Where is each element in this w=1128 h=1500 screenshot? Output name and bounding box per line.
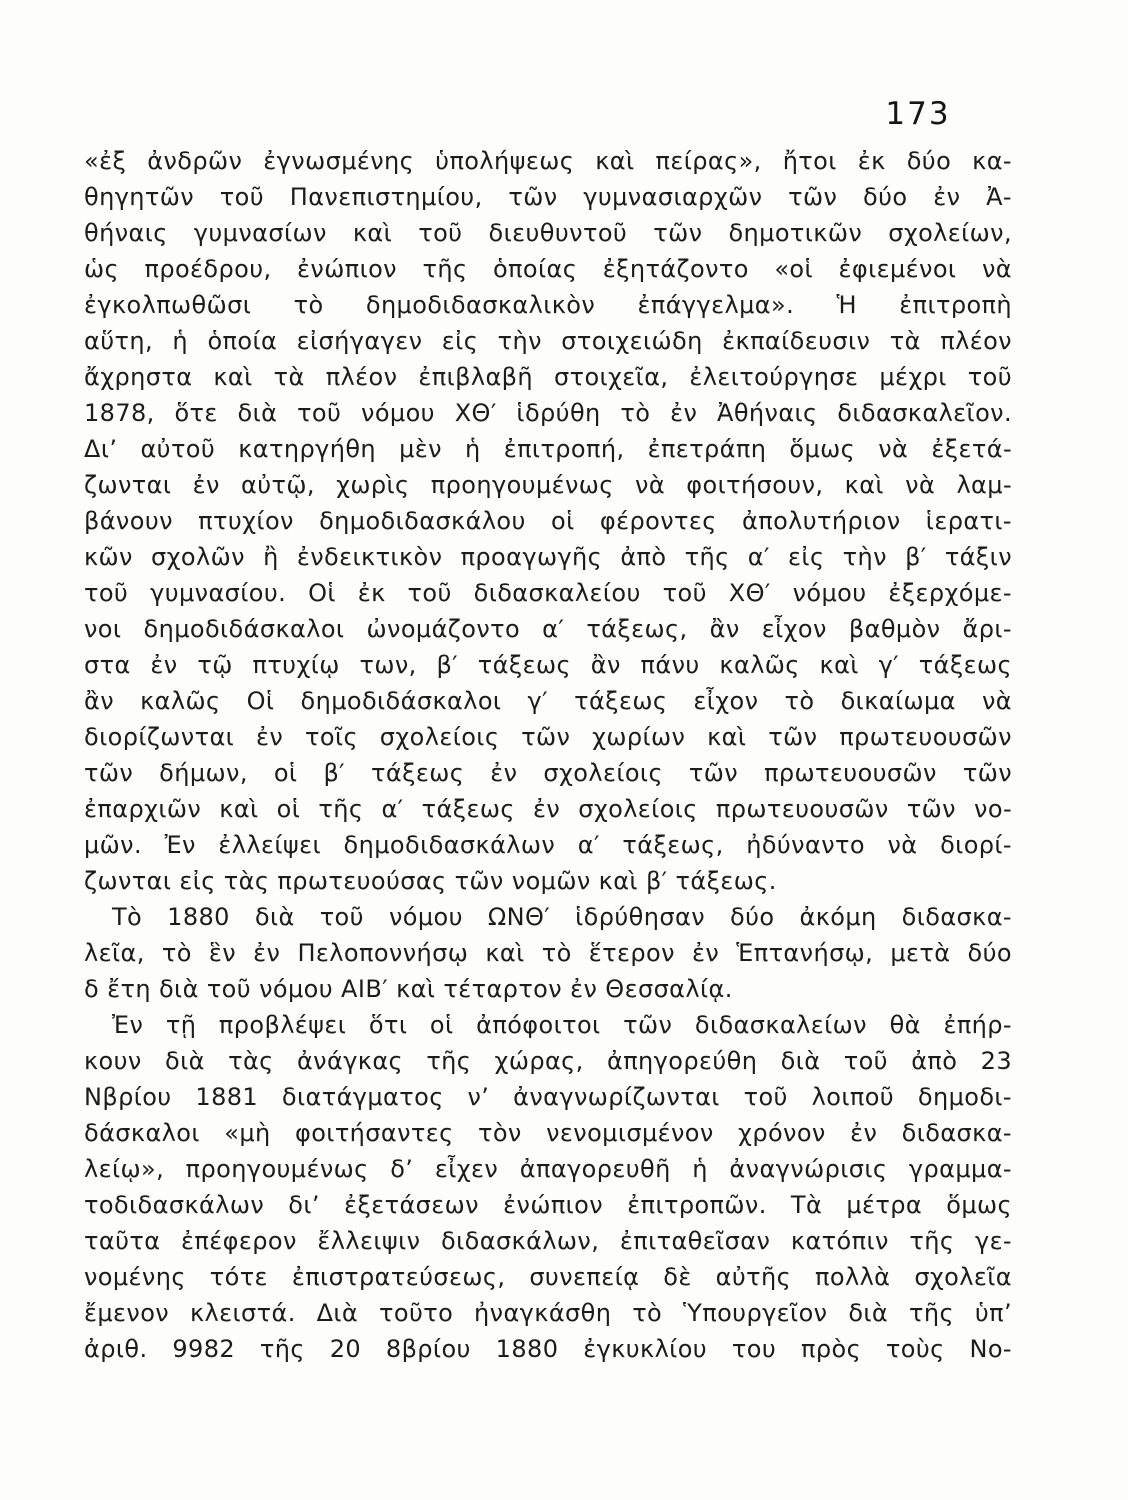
text-line: ἀριθ. 9982 τῆς 20 8βρίου 1880 ἐγκυκλίου του πρὸς τοὺς Νο- (84, 1335, 1012, 1363)
text-line: λεῖα, τὸ ἓν ἐν Πελοποννήσῳ καὶ τὸ ἕτερον ἐν Ἑπτανήσῳ, μετὰ δύο (84, 939, 1012, 967)
text-line: θήναις γυμνασίων καὶ τοῦ διευθυντοῦ τῶν δημοτικῶν σχολείων, (84, 219, 1012, 247)
text-line: στα ἐν τῷ πτυχίῳ των, β′ τάξεως ἂν πάνυ καλῶς καὶ γ′ τάξεως (84, 651, 1012, 679)
paragraph (84, 899, 1012, 1007)
text-line: τῶν δήμων, οἱ β′ τάξεως ἐν σχολείοις τῶν πρωτευουσῶν τῶν (84, 759, 1012, 787)
text-line: ὡς προέδρου, ἐνώπιον τῆς ὁποίας ἐξητάζοντο «οἱ ἐφιεμένοι νὰ (84, 255, 1012, 283)
text-line: νοι δημοδιδάσκαλοι ὠνομάζοντο α′ τάξεως, ἂν εἶχον βαθμὸν ἄρι- (84, 615, 1012, 643)
text-line: μῶν. Ἐν ἐλλείψει δημοδιδασκάλων α′ τάξεως, ἠδύναντο νὰ διορί- (84, 831, 1012, 859)
text-line: δάσκαλοι «μὴ φοιτήσαντες τὸν νενομισμένον χρόνον ἐν διδασκα- (84, 1119, 1012, 1147)
text-line: Ἐν τῇ προβλέψει ὅτι οἱ ἀπόφοιτοι τῶν διδασκαλείων θὰ ἐπήρ- (112, 1011, 1012, 1039)
text-line: 1878, ὅτε διὰ τοῦ νόμου ΧΘ′ ἱδρύθη τὸ ἐν Ἀθήναις διδασκαλεῖον. (84, 399, 1012, 427)
text-line: Τὸ 1880 διὰ τοῦ νόμου ΩΝΘ′ ἱδρύθησαν δύο ἀκόμη διδασκα- (112, 903, 1012, 931)
text-line: κουν διὰ τὰς ἀνάγκας τῆς χώρας, ἀπηγορεύθη διὰ τοῦ ἀπὸ 23 (84, 1047, 1012, 1075)
text-line: διορίζωνται ἐν τοῖς σχολείοις τῶν χωρίων καὶ τῶν πρωτευουσῶν (84, 723, 1012, 751)
text-line: ἐπαρχιῶν καὶ οἱ τῆς α′ τάξεως ἐν σχολείοις πρωτευουσῶν τῶν νο- (84, 795, 1012, 823)
text-line: ζωνται ἐν αὐτῷ, χωρὶς προηγουμένως νὰ φοιτήσουν, καὶ νὰ λαμ- (84, 471, 1012, 499)
text-line: θηγητῶν τοῦ Πανεπιστημίου, τῶν γυμνασιαρχῶν τῶν δύο ἐν Ἀ- (84, 183, 1012, 211)
text-line: Νβρίου 1881 διατάγματος ν’ ἀναγνωρίζωνται τοῦ λοιποῦ δημοδι- (84, 1083, 1012, 1111)
text-line: ἂν καλῶς Οἱ δημοδιδάσκαλοι γ′ τάξεως εἶχον τὸ δικαίωμα νὰ (84, 687, 1012, 715)
text-line: ἄχρηστα καὶ τὰ πλέον ἐπιβλαβῆ στοιχεῖα, ἐλειτούργησε μέχρι τοῦ (84, 363, 1012, 391)
page-number: 173 (885, 96, 951, 132)
text-line: ταῦτα ἐπέφερον ἔλλειψιν διδασκάλων, ἐπιταθεῖσαν κατόπιν τῆς γε- (84, 1227, 1012, 1255)
paragraph (84, 1007, 1012, 1367)
text-line: δ ἔτη διὰ τοῦ νόμου ΑΙΒ′ καὶ τέταρτον ἐν Θεσσαλίᾳ. (84, 975, 733, 1003)
text-line: «ἐξ ἀνδρῶν ἐγνωσμένης ὑπολήψεως καὶ πείρας», ἤτοι ἐκ δύο κα- (84, 147, 1012, 175)
text-line: βάνουν πτυχίον δημοδιδασκάλου οἱ φέροντες ἀπολυτήριον ἱερατι- (84, 507, 1012, 535)
text-line: ζωνται εἰς τὰς πρωτευούσας τῶν νομῶν καὶ β′ τάξεως. (84, 867, 777, 895)
paragraph (84, 143, 1012, 899)
text-line: Δι’ αὐτοῦ κατηργήθη μὲν ἡ ἐπιτροπή, ἐπετράπη ὅμως νὰ ἐξετά- (84, 435, 1012, 463)
text-line: νομένης τότε ἐπιστρατεύσεως, συνεπείᾳ δὲ αὐτῆς πολλὰ σχολεῖα (84, 1263, 1012, 1291)
text-line: ἔμενον κλειστά. Διὰ τοῦτο ἠναγκάσθη τὸ Ὑπουργεῖον διὰ τῆς ὑπ’ (84, 1299, 1012, 1327)
text-line: τοῦ γυμνασίου. Οἱ ἐκ τοῦ διδασκαλείου τοῦ ΧΘ′ νόμου ἐξερχόμε- (84, 579, 1012, 607)
body-text (84, 143, 1012, 1367)
text-line: αὕτη, ἡ ὁποία εἰσήγαγεν εἰς τὴν στοιχειώδη ἐκπαίδευσιν τὰ πλέον (84, 327, 1012, 355)
text-line: ἐγκολπωθῶσι τὸ δημοδιδασκαλικὸν ἐπάγγελμα». Ἡ ἐπιτροπὴ (84, 291, 1012, 319)
text-line: λείῳ», προηγουμένως δ’ εἶχεν ἀπαγορευθῆ ἡ ἀναγνώρισις γραμμα- (84, 1155, 1012, 1183)
text-line: κῶν σχολῶν ἢ ἐνδεικτικὸν προαγωγῆς ἀπὸ τῆς α′ εἰς τὴν β′ τάξιν (84, 543, 1012, 571)
text-line: τοδιδασκάλων δι’ ἐξετάσεων ἐνώπιον ἐπιτροπῶν. Τὰ μέτρα ὅμως (84, 1191, 1012, 1219)
